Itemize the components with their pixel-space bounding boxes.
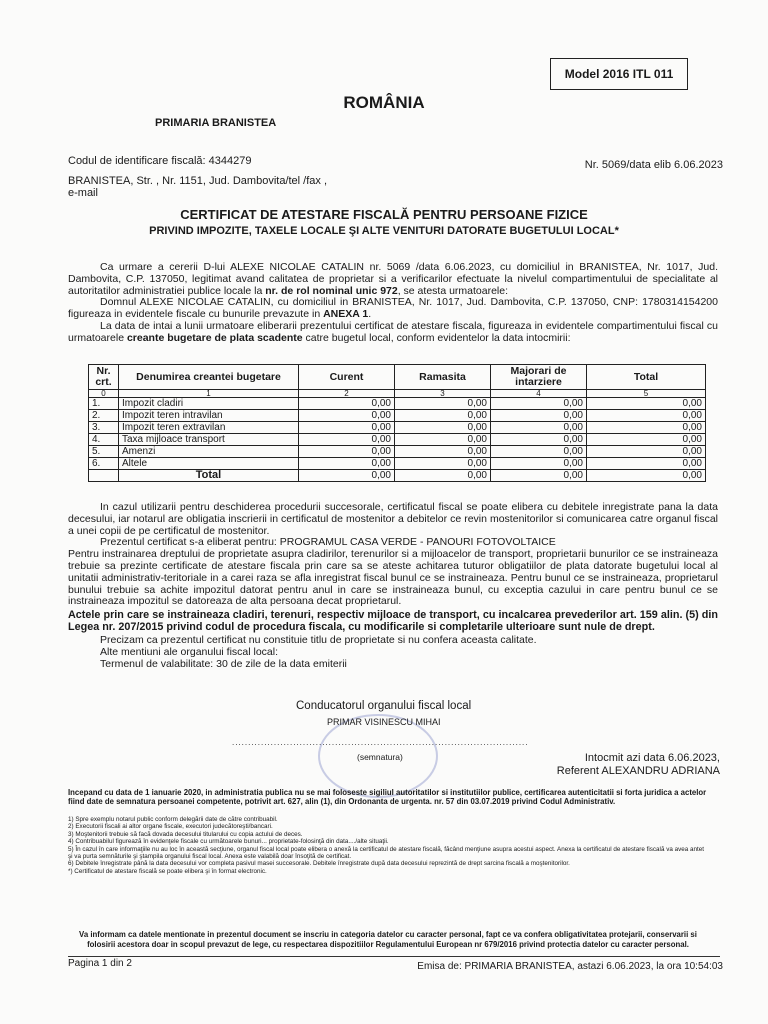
seal-notice: Incepand cu data de 1 ianuarie 2020, in administratia publica nu se mai foloseste sigiliul autoritatilor si institutiilor publice, certificarea autenticitatii si forta juridica a actelor fiind date de semnatura persoanei competente, potrivit art. 627, alin (1), din Ordonanta de urgenta. nr. 57 din 03.07.2019 privind Codul Administrativ. [68,788,707,806]
signature-caption: (semnatura) [357,752,403,762]
country-title: ROMÂNIA [343,93,425,112]
footnote: 1) Spre exemplu notarul public conform delegării date de către contribuabil. [68,816,278,823]
table-row: 5. Amenzi 0,00 0,00 0,00 0,00 [89,446,706,458]
other-mentions: Alte mentiuni ale organului fiscal local: [100,645,279,658]
signature-head: Conducatorul organului fiscal local [296,700,472,712]
nullity-paragraph: Actele prin care se instraineaza cladiri, terenuri, respectiv mijloace de transport, cu incalcarea prevederilor art. 159 alin. (5) din Legea nr. 207/2015 privind codul de procedura fiscala, cu modificarile si completarile ulterioare sunt nule de drept. [68,609,718,634]
table-header [89,365,706,390]
certificate-title: CERTIFICAT DE ATESTARE FISCALĂ PENTRU PERSOANE FIZICE [180,207,588,222]
col-majorari: Majorari de intarziere [491,365,587,390]
alienation-paragraph: Pentru instrainarea dreptului de proprietate asupra cladirilor, terenurilor si a mijloacelor de transport, proprietarii bunurilor ce se instraineaza trebuie sa prezinte certificate de atestare fiscala prin care sa se ateste achitarea tuturor obligatiilor de plata datorate bugetului local al unitatii administrativ-teritoriale in a carei raza se afla inregistrat fiscal bunul ce se instraineaza. Pentru bunul ce se instraineaza, proprietarul bunului trebuie sa achite impozitul datorat pentru anul in care se instraineaza bunul, cu exceptia cazului in care pentru bunul ce se instraineaza impozitul se datoreaza de alta persoana decat proprietarul. [68,548,718,608]
table-row: 2. Impozit teren intravilan 0,00 0,00 0,00 0,00 [89,410,706,422]
model-label [550,58,688,90]
mayor-name: PRIMAR VISINESCU MIHAI [327,717,441,727]
intro-paragraph-1: Ca urmare a cererii D-lui ALEXE NICOLAE CATALIN nr. 5069 /data 6.06.2023, cu domiciliul in BRANISTEA, Nr. 1017, Jud. Dambovita, C.P. 137050, legitimat avand calitatea de proprietar si a verificarilor efectuate la nivelul compartimentului de specialitate al autoritatilor administratiei publice locale la nr. de rol nominal unic 972, se atesta urmatoarele: [68,261,718,297]
col-total: Total [587,365,706,390]
email: e-mail [68,187,98,199]
footnote: 2) Executorii fiscali ai altor organe fiscale, executori judecătoreşti/bancari. [68,823,273,831]
table-row: 3. Impozit teren extravilan 0,00 0,00 0,00 0,00 [89,422,706,434]
fiscal-code: Codul de identificare fiscală: 4344279 [68,155,252,167]
intro-section [68,262,718,345]
footnote: 3) Moştenitorii trebuie să facă dovada decesului titularului cu copia actului de deces. [68,830,303,838]
page-number: Pagina 1 din 2 [68,958,132,969]
table-total-row: Total 0,00 0,00 0,00 0,00 [89,470,706,482]
certificate-subtitle: PRIVIND IMPOZITE, TAXELE LOCALE ŞI ALTE VENITURI DATORATE BUGETULUI LOCAL* [149,225,619,237]
table-row: 1. Impozit cladiri 0,00 0,00 0,00 0,00 [89,398,706,410]
purpose-paragraph: Prezentul certificat s-a eliberat pentru: PROGRAMUL CASA VERDE - PANOURI FOTOVOLTAICE [100,536,556,549]
footnote: 5) În cazul în care informaţiile nu au loc în această secţiune, organul fiscal local poate elibera o anexă la certificatul de atestare fiscală, făcând menţiune asupra acestui aspect. Anexa la certificatul de atestare fiscală va avea antet şi va purta semnăturile şi ştampila organului fiscal local. Anexa este valabilă doar însoţită de certificat. [68,845,705,861]
col-ramasita: Ramasita [395,365,491,390]
ownership-disclaimer: Precizam ca prezentul certificat nu constituie titlu de proprietate si nu confera aceasta calitate. [100,634,537,647]
col-name: Denumirea creantei bugetare [119,365,299,390]
issued-by: Emisa de: PRIMARIA BRANISTEA, astazi 6.06.2023, la ora 10:54:03 [417,961,723,972]
privacy-notice: Va informam ca datele mentionate in prezentul document se inscriu in categoria datelor cu caracter personal, fapt ce va confera obligativitatea protejarii, conservarii si folosirii acestora doar in scopul prevazut de lege, cu respectarea dispozitiilor Regulamentului European nr 679/2016 privind protectia datelor cu caracter personal. [79,930,697,949]
document-number: Nr. 5069/data elib 6.06.2023 [584,159,723,171]
model-text: Model 2016 ITL 011 [564,67,674,81]
referent-name: Referent ALEXANDRU ADRIANA [556,765,720,777]
intro-paragraph-2: Domnul ALEXE NICOLAE CATALIN, cu domiciliul in BRANISTEA, Nr. 1017, Jud. Dambovita, C.P. 137050, CNP: 1780314154200 figureaza in evidentele fiscale cu bunurile prevazute in ANEXA 1. [68,296,718,321]
footnote: *) Certificatul de atestare fiscală se poate elibera şi în format electronic. [68,867,267,875]
signature-line: ............................................................................................ [232,738,529,747]
table-row: 6. Altele 0,00 0,00 0,00 0,00 [89,458,706,470]
institution-name: PRIMARIA BRANISTEA [155,117,277,129]
footnotes [68,816,708,875]
col-curent: Curent [299,365,395,390]
address: BRANISTEA, Str. , Nr. 1151, Jud. Dambovita/tel /fax , [68,175,328,187]
footnote: 4) Contribuabilul figurează în evidenţele fiscale cu următoarele bunuri... proprietate-folosinţă din data..../alte situaţii. [68,838,389,846]
table-index-row: 0 1 2 3 4 5 [89,390,706,398]
intro-paragraph-3: La data de intai a lunii urmatoare eliberarii prezentului certificat de atestare fiscala, figureaza in evidentele compartimentului fiscal cu urmatoarele creante bugetare de plata scadente catre bugetul local, conform evidentelor la data intocmirii: [68,319,718,344]
table-row: 4. Taxa mijloace transport 0,00 0,00 0,00 0,00 [89,434,706,446]
footer-divider [68,956,720,957]
validity-term: Termenul de valabilitate: 30 de zile de la data emiterii [100,657,347,670]
col-nr: Nr. crt. [89,365,119,390]
succession-paragraph: In cazul utilizarii pentru deschiderea procedurii succesorale, certificatul fiscal se poate elibera cu debitele inregistrate pana la data decesului, iar notarul are obligatia inscrierii in certificatul de mostenitor a debitelor ce revin mostenitorilor si comunicarea catre organul fiscal a unei copii de pe certificatul de mostenitor. [68,501,718,537]
footnote: 6) Debitele înregistrate până la data decesului vor completa pasivul masei succesorale. Debitele înregistrate după data decesului reprezintă de drept sarcina fiscală a moştenitorilor. [68,860,570,868]
tax-table [88,364,706,482]
prepared-date: Intocmit azi data 6.06.2023, [584,752,720,764]
body-section [68,502,718,671]
